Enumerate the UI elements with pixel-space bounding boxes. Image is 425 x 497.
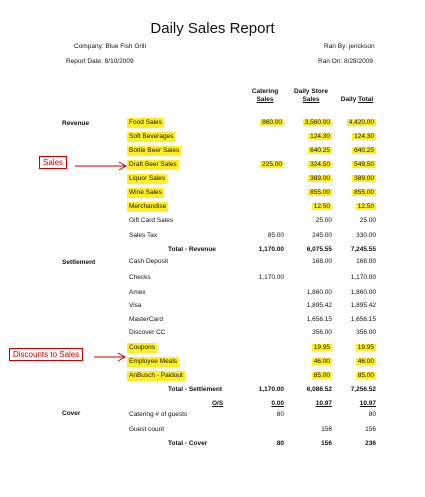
table-row xyxy=(0,371,425,381)
cell-store xyxy=(308,188,332,198)
table-row xyxy=(0,385,425,395)
cell-value: 389.00 xyxy=(354,175,374,182)
cell-store xyxy=(312,231,332,241)
total-header-word: Total xyxy=(358,96,374,103)
cell-total xyxy=(347,118,376,128)
cell-store xyxy=(308,146,332,156)
cell-value: 640.25 xyxy=(310,147,330,154)
cell-value: 389.00 xyxy=(310,175,330,182)
cell-value: 80 xyxy=(368,411,376,418)
cell-value: 1,170.00 xyxy=(258,274,284,281)
cell-value: 124.30 xyxy=(354,133,374,140)
cell-total xyxy=(352,132,376,142)
cell-value: 236 xyxy=(365,440,376,447)
table-row xyxy=(0,188,425,198)
cell-value: 19.95 xyxy=(357,344,374,351)
table-row xyxy=(0,439,425,449)
cell-value: 80 xyxy=(276,411,284,418)
row-label: Gift Card Sales xyxy=(129,217,174,224)
row-label: Employee Meals xyxy=(129,358,178,365)
cell-total xyxy=(352,174,376,184)
row-label: Checks xyxy=(129,274,151,281)
cell-value: 1,170.00 xyxy=(258,386,284,393)
cell-store xyxy=(307,385,332,395)
cell-value: 4,420.00 xyxy=(348,119,374,126)
table-row xyxy=(0,301,425,311)
table-row xyxy=(0,216,425,226)
table-row xyxy=(0,146,425,156)
row-label: Cash Deposit xyxy=(129,258,169,265)
row-label: Visa xyxy=(129,302,142,309)
cell-value: 1,170.00 xyxy=(258,246,284,253)
row-label: Draft Beer Sales xyxy=(129,161,177,168)
cell-value: 1,656.15 xyxy=(350,316,376,323)
row-label: Guest count xyxy=(129,426,165,433)
cell-value: 12.50 xyxy=(313,203,330,210)
cell-value: 124.30 xyxy=(310,133,330,140)
cell-value: 330.00 xyxy=(356,232,376,239)
catering-header-bottom: Sales xyxy=(256,96,274,103)
cell-total xyxy=(365,439,376,449)
cell-total xyxy=(352,188,376,198)
catering-header-top: Catering xyxy=(251,88,279,95)
cell-catering xyxy=(277,410,284,420)
cell-total xyxy=(356,357,376,367)
row-label: O/S xyxy=(212,400,224,407)
cell-value: 855.00 xyxy=(310,189,330,196)
cell-store xyxy=(308,132,332,142)
table-row xyxy=(0,315,425,325)
table-row xyxy=(0,288,425,298)
sales-callout: Sales xyxy=(39,156,67,169)
row-label: Food Sales xyxy=(129,119,162,126)
cell-total xyxy=(365,425,376,435)
cell-value: 156 xyxy=(321,426,332,433)
cell-value: 245.00 xyxy=(312,232,332,239)
ran-by-label: Ran By: jerickson xyxy=(324,43,375,50)
cell-value: 80 xyxy=(276,440,284,447)
cell-value: 3,560.00 xyxy=(304,119,330,126)
cell-catering xyxy=(259,273,284,283)
cell-value: 46.00 xyxy=(313,358,330,365)
row-label: Catering # of guests xyxy=(129,411,188,418)
cell-store xyxy=(308,174,332,184)
table-row xyxy=(0,425,425,435)
cell-value: 12.50 xyxy=(357,203,374,210)
cell-value: 85.00 xyxy=(267,232,284,239)
row-label: Total - Cover xyxy=(168,440,208,447)
cell-store xyxy=(312,328,332,338)
store-header-top: Daily Store xyxy=(294,88,328,95)
total-header xyxy=(334,96,380,104)
table-row xyxy=(0,118,425,128)
cell-total xyxy=(356,328,376,338)
section-cover: Cover xyxy=(62,410,81,417)
table-row xyxy=(0,132,425,142)
table-row xyxy=(0,328,425,338)
cell-value: 10.97 xyxy=(359,400,376,407)
cell-value: 10.97 xyxy=(315,400,332,407)
cell-total xyxy=(356,202,376,212)
cell-value: 25.00 xyxy=(315,217,332,224)
table-row xyxy=(0,160,425,170)
row-label: Soft Beverages xyxy=(129,133,174,140)
cell-value: 1,860.00 xyxy=(306,289,332,296)
discounts-callout: Discounts to Sales xyxy=(9,348,83,361)
cell-store xyxy=(321,425,332,435)
table-row xyxy=(0,231,425,241)
cell-value: 1,656.15 xyxy=(306,316,332,323)
cell-value: 7,256.52 xyxy=(350,386,376,393)
cell-catering xyxy=(260,160,284,170)
table-row xyxy=(0,273,425,283)
cell-total xyxy=(360,399,376,409)
cell-store xyxy=(312,357,332,367)
cell-store xyxy=(316,216,332,226)
row-label: MasterCard xyxy=(129,316,163,323)
section-revenue: Revenue xyxy=(62,120,90,127)
cell-store xyxy=(308,160,332,170)
row-label: Bottle Beer Sales xyxy=(129,147,180,154)
cell-total xyxy=(351,315,376,325)
cell-value: 168.00 xyxy=(356,258,376,265)
cell-value: 860.00 xyxy=(262,119,282,126)
row-label: Liquor Sales xyxy=(129,175,166,182)
row-label: Total - Settlement xyxy=(168,386,223,393)
row-label: Coupons xyxy=(129,344,156,351)
cell-total xyxy=(351,301,376,311)
cell-value: 356.00 xyxy=(356,329,376,336)
cell-value: 855.00 xyxy=(354,189,374,196)
cell-total xyxy=(351,245,376,255)
cell-value: 640.25 xyxy=(354,147,374,154)
row-label: Merchandise xyxy=(129,203,167,210)
cell-catering xyxy=(259,385,284,395)
table-row xyxy=(0,343,425,353)
cell-catering xyxy=(260,118,284,128)
cell-total xyxy=(351,288,376,298)
cell-value: 85.00 xyxy=(313,372,330,379)
cell-value: 6,086.52 xyxy=(306,386,332,393)
cell-catering xyxy=(277,439,284,449)
cell-store xyxy=(316,399,332,409)
cell-value: 1,895.42 xyxy=(306,302,332,309)
ran-on-label: Ran On: 8/28/2009 xyxy=(318,58,373,65)
cell-total xyxy=(369,410,376,420)
cell-total xyxy=(356,257,376,267)
cell-store xyxy=(307,315,332,325)
cell-catering xyxy=(259,245,284,255)
cell-total xyxy=(356,371,376,381)
catering-header xyxy=(244,88,286,104)
store-header-bottom: Sales xyxy=(302,96,320,103)
row-label: Total - Revenue xyxy=(168,246,216,253)
cell-catering xyxy=(271,399,284,409)
cell-value: 1,895.42 xyxy=(350,302,376,309)
cell-total xyxy=(360,216,376,226)
total-header-prefix: Daily xyxy=(340,96,359,103)
cell-store xyxy=(303,118,332,128)
cell-total xyxy=(351,273,376,283)
cell-value: 324.50 xyxy=(310,161,330,168)
table-row xyxy=(0,357,425,367)
cell-value: 19.95 xyxy=(313,344,330,351)
company-label: Company: Blue Fish Grill xyxy=(74,43,146,50)
cell-store xyxy=(321,439,332,449)
row-label: Discover CC xyxy=(129,329,166,336)
cell-value: 549.50 xyxy=(354,161,374,168)
cell-value: 156 xyxy=(321,440,332,447)
cell-total xyxy=(352,160,376,170)
cell-value: 25.00 xyxy=(359,217,376,224)
table-row xyxy=(0,245,425,255)
report-date-label: Report Date: 8/10/2009 xyxy=(66,58,134,65)
cell-store xyxy=(312,202,332,212)
cell-value: 1,860.00 xyxy=(350,289,376,296)
cell-value: 85.00 xyxy=(357,372,374,379)
row-label: Sales Tax xyxy=(129,232,158,239)
cell-total xyxy=(352,146,376,156)
cell-total xyxy=(356,231,376,241)
report-title: Daily Sales Report xyxy=(150,20,275,37)
cell-value: 6,075.55 xyxy=(306,246,332,253)
cell-value: 356.00 xyxy=(312,329,332,336)
cell-store xyxy=(307,288,332,298)
cell-total xyxy=(356,343,376,353)
cell-value: 225.00 xyxy=(262,161,282,168)
cell-value: 168.00 xyxy=(312,258,332,265)
cell-total xyxy=(351,385,376,395)
table-row xyxy=(0,399,425,409)
cell-store xyxy=(312,371,332,381)
section-settlement: Settlement xyxy=(62,259,96,266)
cell-value: 1,170.00 xyxy=(350,274,376,281)
cell-store xyxy=(312,257,332,267)
cell-value: 156 xyxy=(365,426,376,433)
row-label: Wine Sales xyxy=(129,189,162,196)
cell-value: 0.00 xyxy=(271,400,284,407)
row-label: Amex xyxy=(129,289,146,296)
cell-store xyxy=(307,245,332,255)
cell-value: 46.00 xyxy=(357,358,374,365)
table-row xyxy=(0,410,425,420)
table-row xyxy=(0,202,425,212)
store-header xyxy=(288,88,334,104)
table-row xyxy=(0,257,425,267)
cell-store xyxy=(312,343,332,353)
cell-value: 7,245.55 xyxy=(350,246,376,253)
row-label: AnBusch - Paidout xyxy=(129,372,183,379)
cell-catering xyxy=(268,231,284,241)
table-row xyxy=(0,174,425,184)
cell-store xyxy=(307,301,332,311)
